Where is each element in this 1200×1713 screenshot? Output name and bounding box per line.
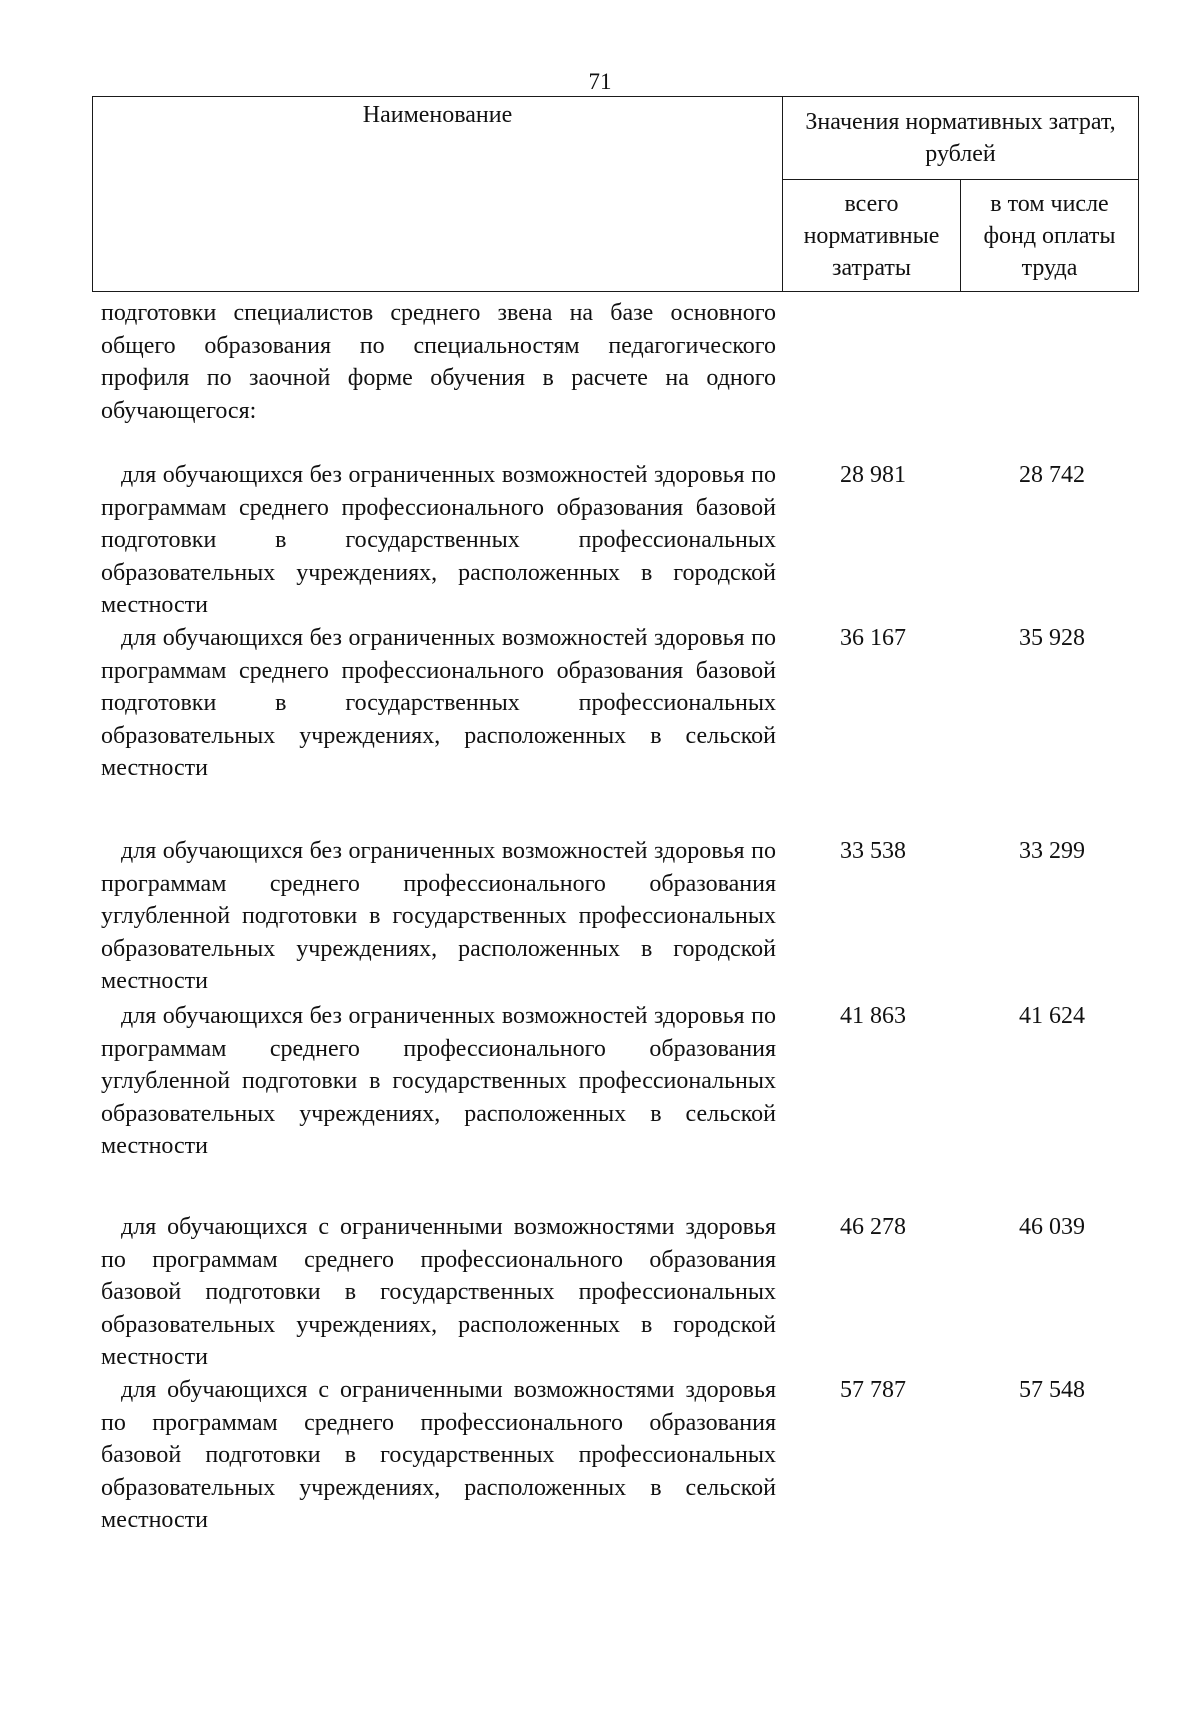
column-header-wage: в том числе фонд оплаты труда xyxy=(961,180,1139,292)
row-wage-value: 41 624 xyxy=(1019,1003,1085,1029)
row-total-value: 36 167 xyxy=(840,625,906,651)
row-description: для обучающихся без ограниченных возможностей здоровья по программам среднего профессионального образования базовой подготовки в государственных профессиональных образовательных учреждениях, расположенных в сельской местности xyxy=(101,625,776,782)
row-description: для обучающихся без ограниченных возможностей здоровья по программам среднего профессионального образования углубленной подготовки в государственных профессиональных образовательных учреждениях, расположенных в сельской местности xyxy=(101,1003,776,1160)
row-wage-value: 57 548 xyxy=(1019,1377,1085,1403)
row-description: для обучающихся с ограниченными возможностями здоровья по программам среднего профессионального образования базовой подготовки в государственных профессиональных образовательных учреждениях, расположенных в городской местности xyxy=(101,1214,776,1371)
page-number: 71 xyxy=(588,69,612,94)
row-wage-value: 46 039 xyxy=(1019,1214,1085,1240)
row-wage-value: 28 742 xyxy=(1019,462,1085,488)
table-header xyxy=(92,96,1139,292)
row-total-value: 33 538 xyxy=(840,838,906,864)
section-intro: подготовки специалистов среднего звена на базе основного общего образования по специальностям педагогического профиля по заочной форме обучения в расчете на одного обучающегося: xyxy=(101,300,776,424)
row-wage-value: 35 928 xyxy=(1019,625,1085,651)
column-header-total: всего нормативные затраты xyxy=(783,180,961,292)
row-total-value: 46 278 xyxy=(840,1214,906,1240)
row-total-value: 28 981 xyxy=(840,462,906,488)
column-header-name: Наименование xyxy=(93,97,783,292)
row-wage-value: 33 299 xyxy=(1019,838,1085,864)
row-description: для обучающихся без ограниченных возможностей здоровья по программам среднего профессионального образования углубленной подготовки в государственных профессиональных образовательных учреждениях, расположенных в городской местности xyxy=(101,838,776,995)
row-total-value: 41 863 xyxy=(840,1003,906,1029)
row-description: для обучающихся без ограниченных возможностей здоровья по программам среднего профессионального образования базовой подготовки в государственных профессиональных образовательных учреждениях, расположенных в городской местности xyxy=(101,462,776,619)
row-total-value: 57 787 xyxy=(840,1377,906,1403)
column-header-values-group: Значения нормативных затрат, рублей xyxy=(783,97,1139,180)
row-description: для обучающихся с ограниченными возможностями здоровья по программам среднего профессионального образования базовой подготовки в государственных профессиональных образовательных учреждениях, расположенных в сельской местности xyxy=(101,1377,776,1534)
